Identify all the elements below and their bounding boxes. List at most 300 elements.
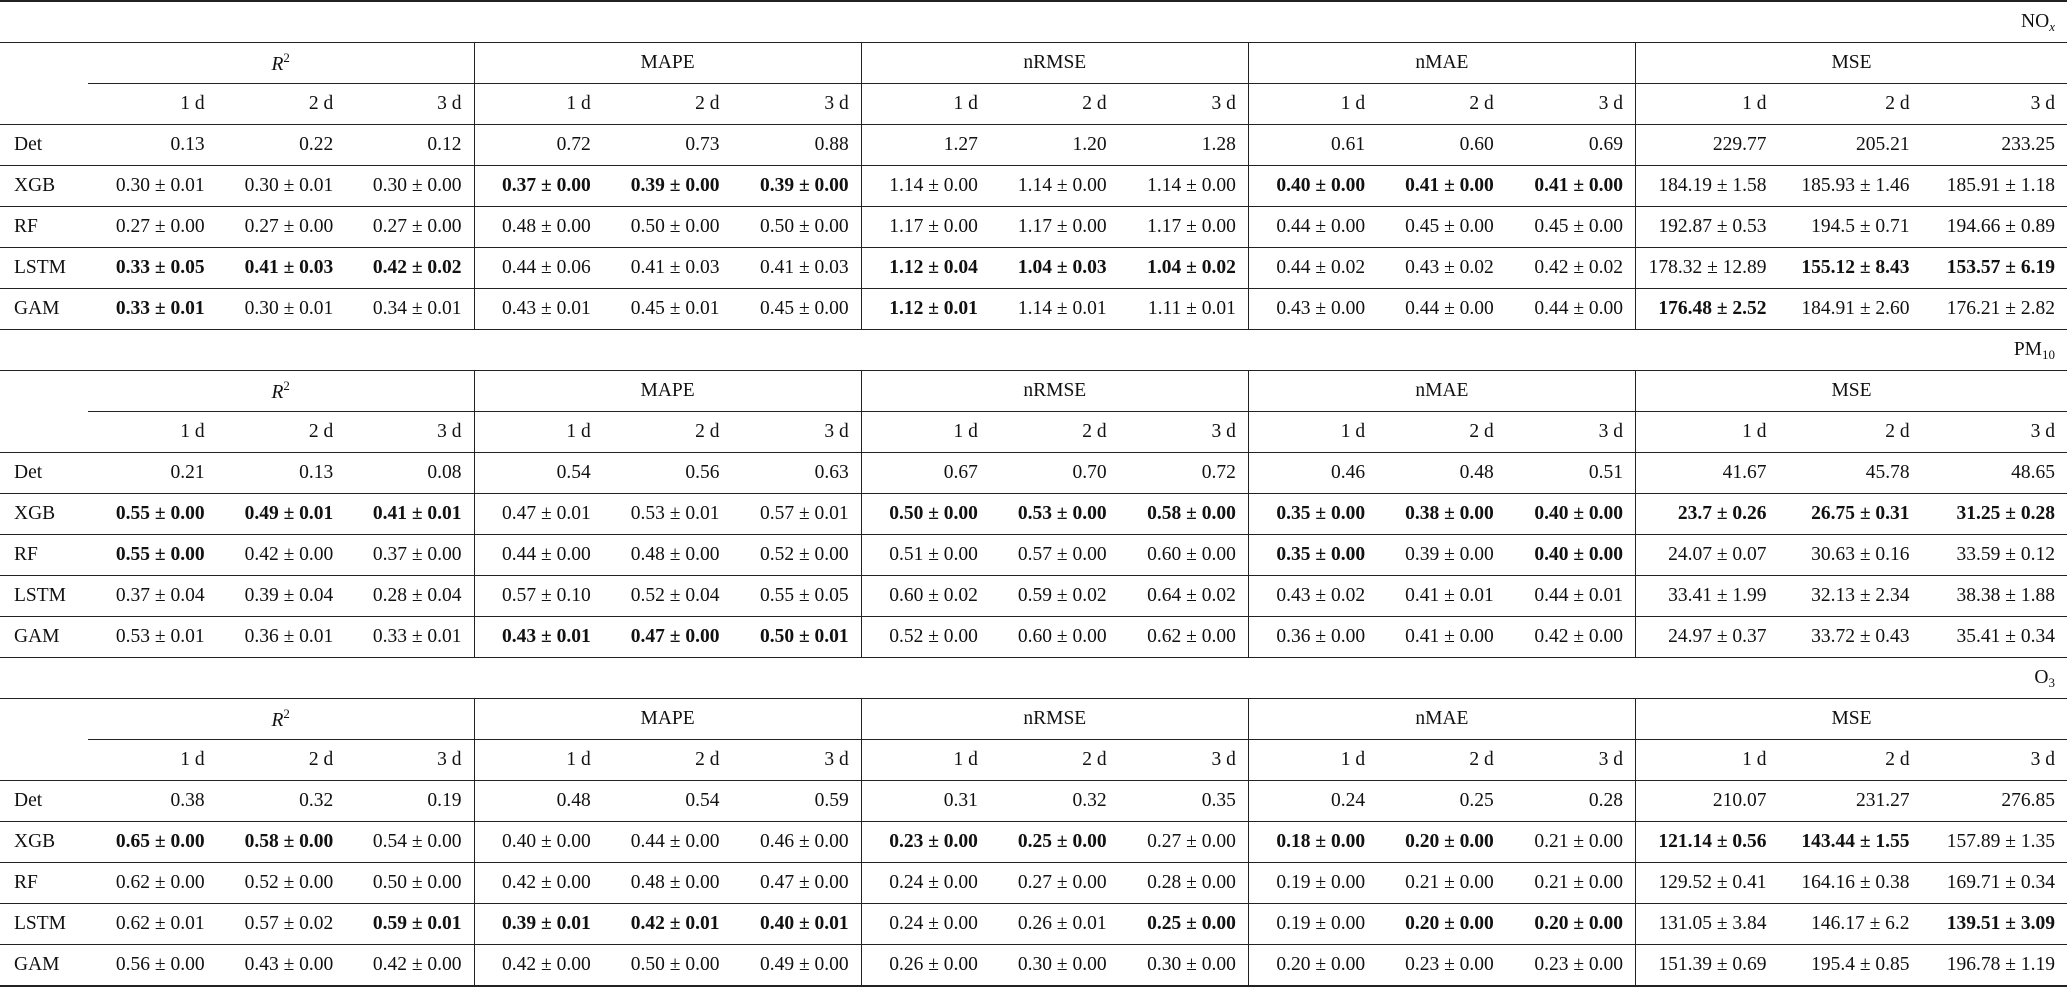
value-cell: 229.77 xyxy=(1636,125,1779,166)
value-cell: 139.51 ± 3.09 xyxy=(1922,904,2067,945)
metric-header: nRMSE xyxy=(861,699,1248,740)
pollutant-name: O xyxy=(2034,666,2049,688)
value-cell: 0.57 ± 0.02 xyxy=(217,904,346,945)
value-cell: 0.33 ± 0.01 xyxy=(345,617,474,658)
value-cell: 26.75 ± 0.31 xyxy=(1779,494,1922,535)
horizon-header: 3 d xyxy=(1922,740,2067,781)
value-cell: 33.59 ± 0.12 xyxy=(1922,535,2067,576)
metric-header: nRMSE xyxy=(861,371,1248,412)
value-cell: 0.43 ± 0.02 xyxy=(1377,248,1506,289)
value-cell: 0.67 xyxy=(861,453,990,494)
value-cell: 0.43 ± 0.02 xyxy=(1248,576,1377,617)
table-row xyxy=(0,535,2067,576)
value-cell: 32.13 ± 2.34 xyxy=(1779,576,1922,617)
value-cell: 0.64 ± 0.02 xyxy=(1119,576,1249,617)
metric-header: MAPE xyxy=(474,699,861,740)
metric-header: nRMSE xyxy=(861,43,1248,84)
value-cell: 0.57 ± 0.00 xyxy=(990,535,1119,576)
metric-header-r2 xyxy=(88,371,474,412)
horizon-header: 2 d xyxy=(217,412,346,453)
value-cell: 38.38 ± 1.88 xyxy=(1922,576,2067,617)
value-cell: 0.54 xyxy=(603,781,732,822)
value-cell: 0.53 ± 0.01 xyxy=(603,494,732,535)
value-cell: 194.5 ± 0.71 xyxy=(1779,207,1922,248)
value-cell: 23.7 ± 0.26 xyxy=(1636,494,1779,535)
r2-symbol: R xyxy=(271,54,284,76)
value-cell: 0.53 ± 0.01 xyxy=(88,617,217,658)
horizon-header: 2 d xyxy=(990,84,1119,125)
metric-header: nMAE xyxy=(1248,371,1635,412)
value-cell: 0.20 ± 0.00 xyxy=(1377,822,1506,863)
value-cell: 0.50 ± 0.01 xyxy=(731,617,861,658)
table-row xyxy=(0,289,2067,330)
metric-header-r2 xyxy=(88,43,474,84)
value-cell: 1.11 ± 0.01 xyxy=(1119,289,1249,330)
section-title-row xyxy=(0,1,2067,43)
value-cell: 1.27 xyxy=(861,125,990,166)
horizon-header: 2 d xyxy=(1779,84,1922,125)
value-cell: 0.28 ± 0.00 xyxy=(1119,863,1249,904)
value-cell: 131.05 ± 3.84 xyxy=(1636,904,1779,945)
value-cell: 24.97 ± 0.37 xyxy=(1636,617,1779,658)
corner-cell xyxy=(0,371,88,453)
model-label: XGB xyxy=(0,166,88,207)
horizon-header: 1 d xyxy=(1636,412,1779,453)
value-cell: 0.42 ± 0.00 xyxy=(1506,617,1636,658)
value-cell: 0.47 ± 0.00 xyxy=(603,617,732,658)
value-cell: 0.23 ± 0.00 xyxy=(861,822,990,863)
horizon-header: 3 d xyxy=(1922,84,2067,125)
value-cell: 0.59 ± 0.02 xyxy=(990,576,1119,617)
value-cell: 0.49 ± 0.01 xyxy=(217,494,346,535)
value-cell: 0.19 ± 0.00 xyxy=(1248,904,1377,945)
value-cell: 157.89 ± 1.35 xyxy=(1922,822,2067,863)
value-cell: 0.40 ± 0.00 xyxy=(1506,535,1636,576)
value-cell: 0.22 xyxy=(217,125,346,166)
model-label: Det xyxy=(0,781,88,822)
value-cell: 0.50 ± 0.00 xyxy=(861,494,990,535)
value-cell: 1.17 ± 0.00 xyxy=(1119,207,1249,248)
value-cell: 0.25 xyxy=(1377,781,1506,822)
horizon-header: 1 d xyxy=(474,412,603,453)
value-cell: 0.48 xyxy=(474,781,603,822)
horizon-header: 2 d xyxy=(603,84,732,125)
value-cell: 164.16 ± 0.38 xyxy=(1779,863,1922,904)
value-cell: 1.14 ± 0.01 xyxy=(990,289,1119,330)
r2-symbol: R xyxy=(271,382,284,404)
horizon-header: 1 d xyxy=(88,84,217,125)
horizon-header: 3 d xyxy=(1506,412,1636,453)
pollutant-subscript: 10 xyxy=(2042,346,2055,362)
value-cell: 0.21 ± 0.00 xyxy=(1506,863,1636,904)
value-cell: 184.91 ± 2.60 xyxy=(1779,289,1922,330)
value-cell: 0.40 ± 0.00 xyxy=(1506,494,1636,535)
value-cell: 0.44 ± 0.00 xyxy=(603,822,732,863)
r2-exponent: 2 xyxy=(283,50,290,66)
value-cell: 41.67 xyxy=(1636,453,1779,494)
model-label: XGB xyxy=(0,822,88,863)
value-cell: 0.30 ± 0.01 xyxy=(217,289,346,330)
metric-header-row xyxy=(0,43,2067,84)
model-label: Det xyxy=(0,125,88,166)
value-cell: 0.62 ± 0.00 xyxy=(88,863,217,904)
value-cell: 0.44 ± 0.06 xyxy=(474,248,603,289)
value-cell: 176.21 ± 2.82 xyxy=(1922,289,2067,330)
horizon-header: 3 d xyxy=(1506,740,1636,781)
value-cell: 0.27 ± 0.00 xyxy=(217,207,346,248)
value-cell: 0.54 ± 0.00 xyxy=(345,822,474,863)
value-cell: 0.08 xyxy=(345,453,474,494)
value-cell: 0.43 ± 0.00 xyxy=(217,945,346,987)
metric-header: MSE xyxy=(1636,43,2067,84)
value-cell: 0.37 ± 0.00 xyxy=(345,535,474,576)
horizon-header: 2 d xyxy=(1779,412,1922,453)
value-cell: 146.17 ± 6.2 xyxy=(1779,904,1922,945)
table-row xyxy=(0,781,2067,822)
horizon-header: 1 d xyxy=(1248,412,1377,453)
table-row xyxy=(0,494,2067,535)
horizon-header: 3 d xyxy=(1119,740,1249,781)
value-cell: 0.57 ± 0.01 xyxy=(731,494,861,535)
value-cell: 0.13 xyxy=(217,453,346,494)
model-label: LSTM xyxy=(0,248,88,289)
value-cell: 0.43 ± 0.01 xyxy=(474,617,603,658)
metric-header-row xyxy=(0,371,2067,412)
value-cell: 195.4 ± 0.85 xyxy=(1779,945,1922,987)
horizon-header: 2 d xyxy=(1377,412,1506,453)
value-cell: 0.21 xyxy=(88,453,217,494)
model-label: Det xyxy=(0,453,88,494)
value-cell: 0.55 ± 0.00 xyxy=(88,535,217,576)
value-cell: 0.46 xyxy=(1248,453,1377,494)
horizon-header: 2 d xyxy=(990,740,1119,781)
horizon-header: 2 d xyxy=(217,84,346,125)
value-cell: 0.30 ± 0.00 xyxy=(345,166,474,207)
horizon-header: 3 d xyxy=(1119,412,1249,453)
value-cell: 0.32 xyxy=(217,781,346,822)
value-cell: 0.12 xyxy=(345,125,474,166)
value-cell: 0.20 ± 0.00 xyxy=(1248,945,1377,987)
pollutant-subscript: x xyxy=(2049,18,2055,34)
value-cell: 45.78 xyxy=(1779,453,1922,494)
value-cell: 0.20 ± 0.00 xyxy=(1377,904,1506,945)
model-label: GAM xyxy=(0,945,88,987)
value-cell: 0.44 ± 0.01 xyxy=(1506,576,1636,617)
value-cell: 1.14 ± 0.00 xyxy=(990,166,1119,207)
value-cell: 1.20 xyxy=(990,125,1119,166)
value-cell: 184.19 ± 1.58 xyxy=(1636,166,1779,207)
value-cell: 0.27 ± 0.00 xyxy=(345,207,474,248)
value-cell: 0.55 ± 0.05 xyxy=(731,576,861,617)
horizon-header: 2 d xyxy=(217,740,346,781)
value-cell: 0.37 ± 0.04 xyxy=(88,576,217,617)
value-cell: 0.65 ± 0.00 xyxy=(88,822,217,863)
value-cell: 210.07 xyxy=(1636,781,1779,822)
value-cell: 0.48 ± 0.00 xyxy=(603,863,732,904)
value-cell: 0.62 ± 0.00 xyxy=(1119,617,1249,658)
value-cell: 0.52 ± 0.00 xyxy=(217,863,346,904)
value-cell: 0.30 ± 0.00 xyxy=(1119,945,1249,987)
value-cell: 0.48 ± 0.00 xyxy=(603,535,732,576)
value-cell: 0.60 ± 0.00 xyxy=(1119,535,1249,576)
pollutant-title xyxy=(0,330,2067,371)
table-row xyxy=(0,207,2067,248)
value-cell: 0.60 ± 0.02 xyxy=(861,576,990,617)
value-cell: 0.41 ± 0.00 xyxy=(1506,166,1636,207)
value-cell: 0.60 xyxy=(1377,125,1506,166)
value-cell: 0.37 ± 0.00 xyxy=(474,166,603,207)
value-cell: 0.41 ± 0.03 xyxy=(731,248,861,289)
pollutant-name: PM xyxy=(2013,338,2042,360)
metric-header: MSE xyxy=(1636,371,2067,412)
table-row xyxy=(0,617,2067,658)
value-cell: 0.60 ± 0.00 xyxy=(990,617,1119,658)
value-cell: 0.28 ± 0.04 xyxy=(345,576,474,617)
corner-cell xyxy=(0,699,88,781)
horizon-header: 1 d xyxy=(88,412,217,453)
horizon-header: 1 d xyxy=(1248,84,1377,125)
value-cell: 0.28 xyxy=(1506,781,1636,822)
section-title-row xyxy=(0,330,2067,371)
horizon-header: 3 d xyxy=(1922,412,2067,453)
value-cell: 0.26 ± 0.00 xyxy=(861,945,990,987)
horizon-header: 1 d xyxy=(1636,740,1779,781)
horizon-header: 3 d xyxy=(345,84,474,125)
horizon-header: 2 d xyxy=(990,412,1119,453)
value-cell: 0.42 ± 0.00 xyxy=(345,945,474,987)
horizon-header: 1 d xyxy=(861,412,990,453)
metric-header-r2 xyxy=(88,699,474,740)
value-cell: 0.27 ± 0.00 xyxy=(1119,822,1249,863)
value-cell: 0.39 ± 0.00 xyxy=(1377,535,1506,576)
value-cell: 0.45 ± 0.00 xyxy=(1506,207,1636,248)
value-cell: 192.87 ± 0.53 xyxy=(1636,207,1779,248)
value-cell: 1.12 ± 0.01 xyxy=(861,289,990,330)
value-cell: 0.42 ± 0.02 xyxy=(1506,248,1636,289)
value-cell: 0.49 ± 0.00 xyxy=(731,945,861,987)
value-cell: 0.21 ± 0.00 xyxy=(1377,863,1506,904)
value-cell: 0.34 ± 0.01 xyxy=(345,289,474,330)
model-label: GAM xyxy=(0,617,88,658)
value-cell: 0.88 xyxy=(731,125,861,166)
value-cell: 0.36 ± 0.00 xyxy=(1248,617,1377,658)
value-cell: 0.40 ± 0.00 xyxy=(1248,166,1377,207)
table-row xyxy=(0,576,2067,617)
horizon-header: 1 d xyxy=(1636,84,1779,125)
table-row xyxy=(0,248,2067,289)
value-cell: 155.12 ± 8.43 xyxy=(1779,248,1922,289)
value-cell: 0.46 ± 0.00 xyxy=(731,822,861,863)
pollutant-subscript: 3 xyxy=(2048,674,2055,690)
horizon-header: 1 d xyxy=(861,740,990,781)
value-cell: 196.78 ± 1.19 xyxy=(1922,945,2067,987)
value-cell: 0.47 ± 0.01 xyxy=(474,494,603,535)
value-cell: 0.33 ± 0.05 xyxy=(88,248,217,289)
value-cell: 0.13 xyxy=(88,125,217,166)
value-cell: 0.58 ± 0.00 xyxy=(217,822,346,863)
metric-header: MAPE xyxy=(474,371,861,412)
horizon-header: 1 d xyxy=(474,84,603,125)
value-cell: 0.19 ± 0.00 xyxy=(1248,863,1377,904)
value-cell: 0.27 ± 0.00 xyxy=(88,207,217,248)
value-cell: 0.72 xyxy=(474,125,603,166)
value-cell: 0.44 ± 0.02 xyxy=(1248,248,1377,289)
value-cell: 0.55 ± 0.00 xyxy=(88,494,217,535)
value-cell: 0.30 ± 0.01 xyxy=(217,166,346,207)
table-row xyxy=(0,822,2067,863)
value-cell: 0.42 ± 0.02 xyxy=(345,248,474,289)
value-cell: 1.14 ± 0.00 xyxy=(861,166,990,207)
value-cell: 0.30 ± 0.00 xyxy=(990,945,1119,987)
value-cell: 1.12 ± 0.04 xyxy=(861,248,990,289)
pollutant-name: NO xyxy=(2021,10,2050,32)
horizon-header: 1 d xyxy=(474,740,603,781)
value-cell: 0.69 xyxy=(1506,125,1636,166)
horizon-header-row xyxy=(0,84,2067,125)
value-cell: 0.38 ± 0.00 xyxy=(1377,494,1506,535)
value-cell: 0.33 ± 0.01 xyxy=(88,289,217,330)
value-cell: 0.24 ± 0.00 xyxy=(861,863,990,904)
value-cell: 0.25 ± 0.00 xyxy=(1119,904,1249,945)
value-cell: 0.24 ± 0.00 xyxy=(861,904,990,945)
r2-exponent: 2 xyxy=(283,378,290,394)
horizon-header: 2 d xyxy=(603,740,732,781)
value-cell: 0.43 ± 0.00 xyxy=(1248,289,1377,330)
value-cell: 0.41 ± 0.01 xyxy=(1377,576,1506,617)
value-cell: 0.44 ± 0.00 xyxy=(1377,289,1506,330)
value-cell: 0.26 ± 0.01 xyxy=(990,904,1119,945)
value-cell: 0.52 ± 0.04 xyxy=(603,576,732,617)
table-row xyxy=(0,166,2067,207)
value-cell: 0.31 xyxy=(861,781,990,822)
value-cell: 0.43 ± 0.01 xyxy=(474,289,603,330)
value-cell: 0.42 ± 0.00 xyxy=(474,945,603,987)
horizon-header: 1 d xyxy=(861,84,990,125)
value-cell: 205.21 xyxy=(1779,125,1922,166)
value-cell: 33.41 ± 1.99 xyxy=(1636,576,1779,617)
value-cell: 0.45 ± 0.00 xyxy=(1377,207,1506,248)
metric-header: nMAE xyxy=(1248,43,1635,84)
table-row xyxy=(0,125,2067,166)
horizon-header: 3 d xyxy=(345,412,474,453)
model-label: XGB xyxy=(0,494,88,535)
table-row xyxy=(0,945,2067,987)
value-cell: 1.17 ± 0.00 xyxy=(861,207,990,248)
value-cell: 0.48 xyxy=(1377,453,1506,494)
value-cell: 233.25 xyxy=(1922,125,2067,166)
metric-header: MAPE xyxy=(474,43,861,84)
value-cell: 0.70 xyxy=(990,453,1119,494)
value-cell: 0.36 ± 0.01 xyxy=(217,617,346,658)
value-cell: 0.39 ± 0.00 xyxy=(603,166,732,207)
value-cell: 0.23 ± 0.00 xyxy=(1506,945,1636,987)
value-cell: 178.32 ± 12.89 xyxy=(1636,248,1779,289)
horizon-header-row xyxy=(0,740,2067,781)
horizon-header: 2 d xyxy=(1377,740,1506,781)
value-cell: 194.66 ± 0.89 xyxy=(1922,207,2067,248)
model-label: RF xyxy=(0,863,88,904)
value-cell: 276.85 xyxy=(1922,781,2067,822)
value-cell: 0.45 ± 0.01 xyxy=(603,289,732,330)
value-cell: 0.57 ± 0.10 xyxy=(474,576,603,617)
value-cell: 0.50 ± 0.00 xyxy=(731,207,861,248)
value-cell: 0.45 ± 0.00 xyxy=(731,289,861,330)
value-cell: 35.41 ± 0.34 xyxy=(1922,617,2067,658)
section-title-row xyxy=(0,658,2067,699)
horizon-header: 3 d xyxy=(731,412,861,453)
value-cell: 0.58 ± 0.00 xyxy=(1119,494,1249,535)
value-cell: 0.62 ± 0.01 xyxy=(88,904,217,945)
value-cell: 0.52 ± 0.00 xyxy=(861,617,990,658)
metric-header-row xyxy=(0,699,2067,740)
value-cell: 0.40 ± 0.01 xyxy=(731,904,861,945)
model-label: LSTM xyxy=(0,904,88,945)
value-cell: 0.53 ± 0.00 xyxy=(990,494,1119,535)
value-cell: 0.27 ± 0.00 xyxy=(990,863,1119,904)
horizon-header: 3 d xyxy=(1506,84,1636,125)
horizon-header: 3 d xyxy=(731,84,861,125)
value-cell: 0.39 ± 0.00 xyxy=(731,166,861,207)
pollutant-title xyxy=(0,1,2067,43)
value-cell: 1.14 ± 0.00 xyxy=(1119,166,1249,207)
value-cell: 0.52 ± 0.00 xyxy=(731,535,861,576)
value-cell: 1.28 xyxy=(1119,125,1249,166)
value-cell: 0.48 ± 0.00 xyxy=(474,207,603,248)
corner-cell xyxy=(0,43,88,125)
metric-header: MSE xyxy=(1636,699,2067,740)
value-cell: 143.44 ± 1.55 xyxy=(1779,822,1922,863)
value-cell: 0.38 xyxy=(88,781,217,822)
value-cell: 0.47 ± 0.00 xyxy=(731,863,861,904)
horizon-header: 3 d xyxy=(345,740,474,781)
value-cell: 153.57 ± 6.19 xyxy=(1922,248,2067,289)
value-cell: 0.59 xyxy=(731,781,861,822)
value-cell: 0.30 ± 0.01 xyxy=(88,166,217,207)
table-row xyxy=(0,863,2067,904)
value-cell: 0.50 ± 0.00 xyxy=(603,945,732,987)
value-cell: 0.19 xyxy=(345,781,474,822)
value-cell: 1.04 ± 0.03 xyxy=(990,248,1119,289)
value-cell: 185.93 ± 1.46 xyxy=(1779,166,1922,207)
horizon-header: 2 d xyxy=(1779,740,1922,781)
value-cell: 231.27 xyxy=(1779,781,1922,822)
value-cell: 0.61 xyxy=(1248,125,1377,166)
value-cell: 0.25 ± 0.00 xyxy=(990,822,1119,863)
value-cell: 129.52 ± 0.41 xyxy=(1636,863,1779,904)
value-cell: 0.24 xyxy=(1248,781,1377,822)
horizon-header: 1 d xyxy=(1248,740,1377,781)
value-cell: 0.39 ± 0.04 xyxy=(217,576,346,617)
value-cell: 0.44 ± 0.00 xyxy=(1506,289,1636,330)
value-cell: 0.50 ± 0.00 xyxy=(345,863,474,904)
value-cell: 48.65 xyxy=(1922,453,2067,494)
value-cell: 0.56 ± 0.00 xyxy=(88,945,217,987)
model-label: RF xyxy=(0,535,88,576)
value-cell: 0.41 ± 0.03 xyxy=(217,248,346,289)
table-row xyxy=(0,904,2067,945)
value-cell: 0.21 ± 0.00 xyxy=(1506,822,1636,863)
value-cell: 0.51 ± 0.00 xyxy=(861,535,990,576)
value-cell: 0.42 ± 0.00 xyxy=(474,863,603,904)
horizon-header: 2 d xyxy=(1377,84,1506,125)
r2-exponent: 2 xyxy=(283,706,290,722)
value-cell: 31.25 ± 0.28 xyxy=(1922,494,2067,535)
metric-header: nMAE xyxy=(1248,699,1635,740)
value-cell: 0.54 xyxy=(474,453,603,494)
value-cell: 0.44 ± 0.00 xyxy=(1248,207,1377,248)
value-cell: 0.35 ± 0.00 xyxy=(1248,494,1377,535)
model-label: RF xyxy=(0,207,88,248)
